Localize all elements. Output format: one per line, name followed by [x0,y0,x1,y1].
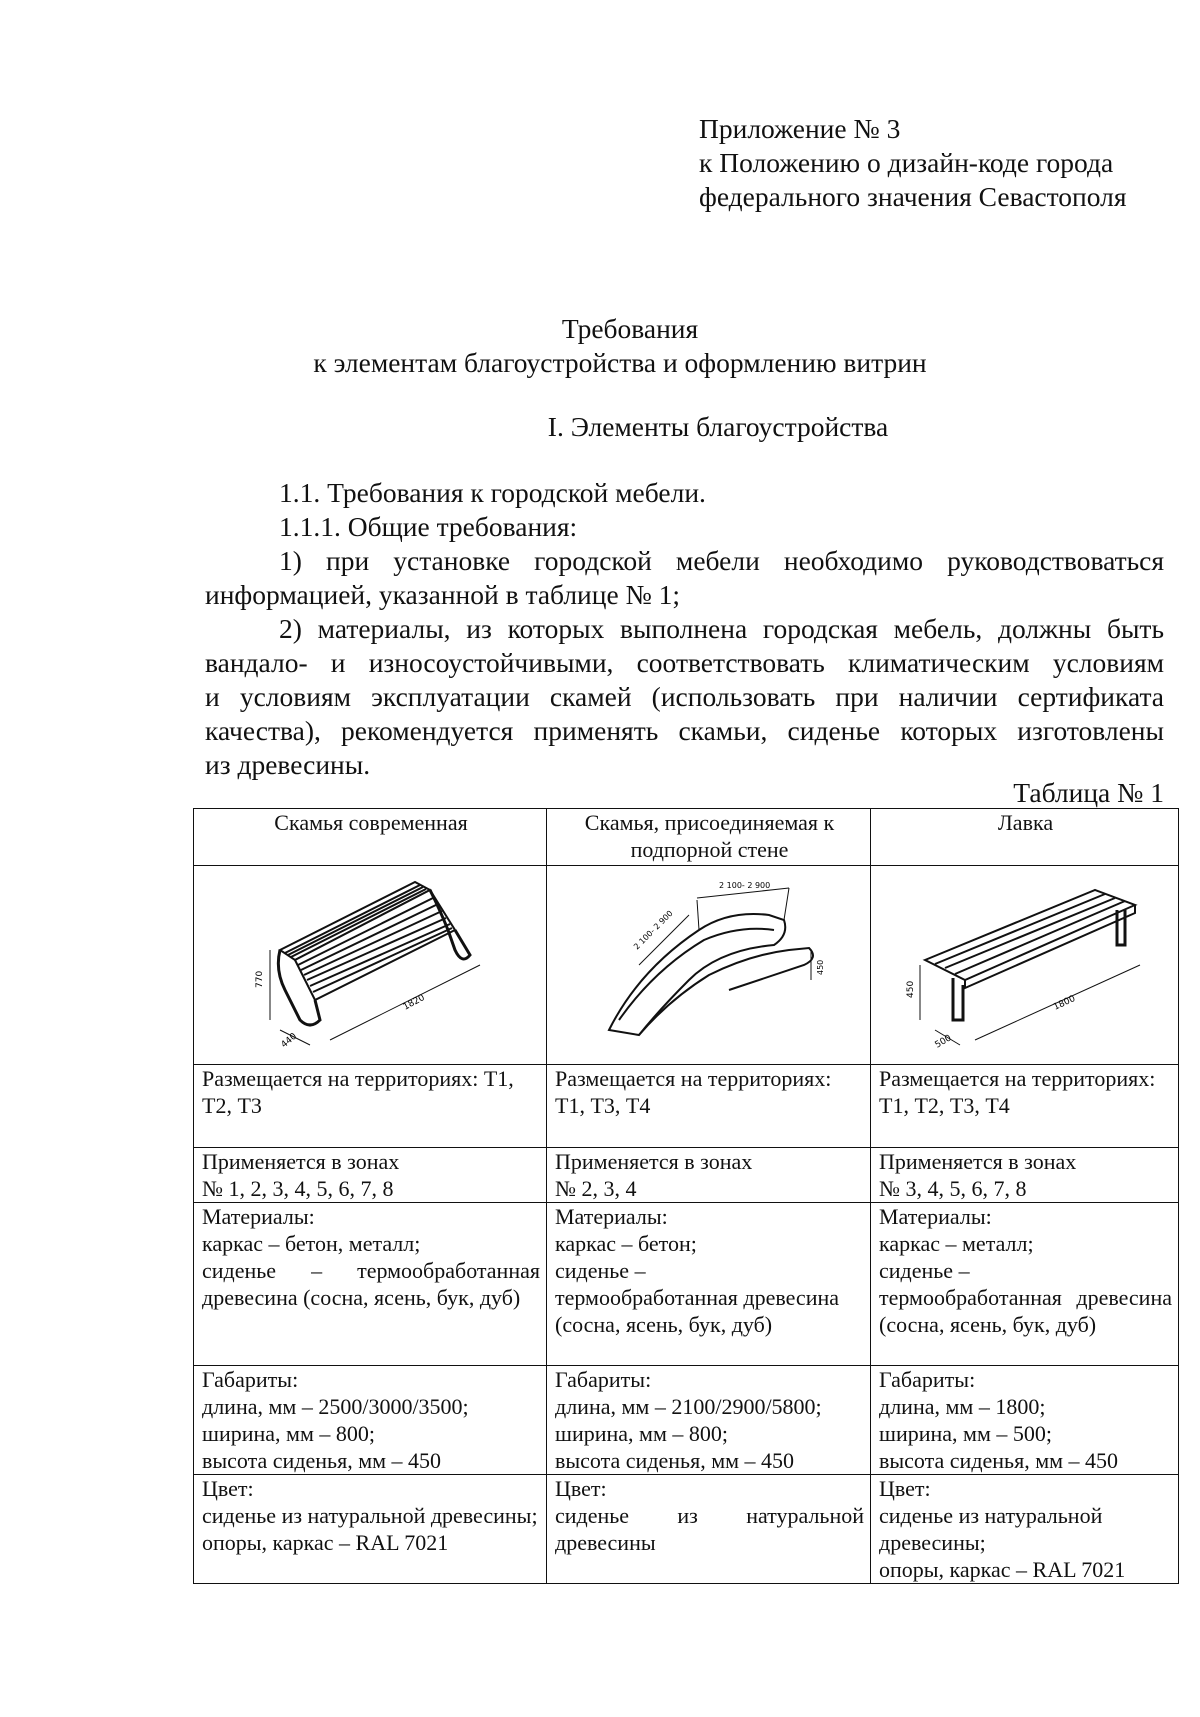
cell-dimensions-wall: Габариты: длина, мм – 2100/2900/5800; ширина, мм – 800; высота сиденья, мм – 450 [547,1366,871,1475]
appendix-line-3: федерального значения Севастополя [699,181,1127,212]
retaining-wall-bench-drawing-icon [579,870,839,1060]
cell-materials-lavka: Материалы: каркас – металл; сиденье – термообработанная древесина (сосна, ясень, бук, дуб) [871,1203,1179,1366]
cell-territories-modern: Размещается на территориях: Т1, Т2, Т3 [194,1065,547,1148]
lavka-dim-length: 1800 [1051,993,1077,1013]
paragraph-item-2-line-3: и условиям эксплуатации скамей (использовать при наличии сертификата [205,681,1164,712]
lavka-bench-drawing-icon [895,870,1155,1060]
paragraph-item-2-line-5: из древесины. [205,749,371,780]
appendix-header [699,112,1127,214]
wall-bench-dim-height: 450 [815,959,825,975]
cell-territories-wall: Размещается на территориях: Т1, Т3, Т4 [547,1065,871,1148]
paragraph-item-1-line-2: информацией, указанной в таблице № 1; [205,579,681,610]
cell-territories-lavka: Размещается на территориях: Т1, Т2, Т3, Т4 [871,1065,1179,1148]
paragraph-1-1: 1.1. Требования к городской мебели. [279,477,706,508]
modern-bench-dim-length: 1820 [401,993,427,1013]
paragraph-item-1-line-1: 1) при установке городской мебели необходимо руководствоваться [279,545,1164,576]
modern-bench-drawing-icon [240,870,500,1060]
lavka-dim-width: 500 [933,1033,953,1051]
cell-color-wall: Цвет: сиденье из натуральной древесины [547,1475,871,1584]
table-row-color [194,1475,1179,1584]
table-row-zones [194,1148,1179,1203]
modern-bench-cell [194,866,547,1065]
table-row-territories [194,1065,1179,1148]
modern-bench-dim-width: 440 [279,1031,300,1051]
paragraph-item-2-line-1: 2) материалы, из которых выполнена городская мебель, должны быть [279,613,1164,644]
cell-materials-wall: Материалы: каркас – бетон; сиденье – термообработанная древесина (сосна, ясень, бук, дуб) [547,1203,871,1366]
wall-bench-dim-left: 2 100- 2 900 [631,908,675,952]
header-wall-bench: Скамья, присоединяемая к подпорной стене [547,809,871,866]
paragraph-1-1-1: 1.1.1. Общие требования: [279,511,578,542]
section-heading: I. Элементы благоустройства [547,411,889,442]
table-row-dimensions [194,1366,1179,1475]
header-lavka: Лавка [871,809,1179,866]
cell-zones-modern: Применяется в зонах № 1, 2, 3, 4, 5, 6, 7, 8 [194,1148,547,1203]
appendix-line-2: к Положению о дизайн-коде города [699,147,1114,178]
table-row-materials [194,1203,1179,1366]
document-title: Требования [561,313,699,344]
paragraph-item-2-line-2: вандало- и износоустойчивыми, соответствовать климатическим условиям [205,647,1164,678]
cell-zones-wall: Применяется в зонах № 2, 3, 4 [547,1148,871,1203]
modern-bench-dim-height: 770 [255,970,265,988]
cell-materials-modern: Материалы: каркас – бетон, металл; сиденье – термообработанная древесина (сосна, ясень, бук, дуб) [194,1203,547,1366]
cell-dimensions-lavka: Габариты: длина, мм – 1800; ширина, мм – 500; высота сиденья, мм – 450 [871,1366,1179,1475]
lavka-dim-height: 450 [905,980,916,998]
table-caption: Таблица № 1 [1013,777,1164,808]
header-modern-bench: Скамья современная [194,809,547,866]
appendix-line-1: Приложение № 3 [699,113,901,144]
cell-zones-lavka: Применяется в зонах № 3, 4, 5, 6, 7, 8 [871,1148,1179,1203]
table-header-row [194,809,1179,866]
furniture-table [193,808,1179,1584]
cell-dimensions-modern: Габариты: длина, мм – 2500/3000/3500; ширина, мм – 800; высота сиденья, мм – 450 [194,1366,547,1475]
table-image-row [194,866,1179,1065]
cell-color-lavka: Цвет: сиденье из натуральной древесины; опоры, каркас – RAL 7021 [871,1475,1179,1584]
cell-color-modern: Цвет: сиденье из натуральной древесины; опоры, каркас – RAL 7021 [194,1475,547,1584]
wall-bench-dim-top: 2 100- 2 900 [718,881,770,890]
wall-bench-cell [547,866,871,1065]
lavka-cell [871,866,1179,1065]
paragraph-item-2-line-4: качества), рекомендуется применять скамьи, сиденье которых изготовлены [205,715,1164,746]
document-subtitle: к элементам благоустройства и оформлению витрин [313,347,927,378]
